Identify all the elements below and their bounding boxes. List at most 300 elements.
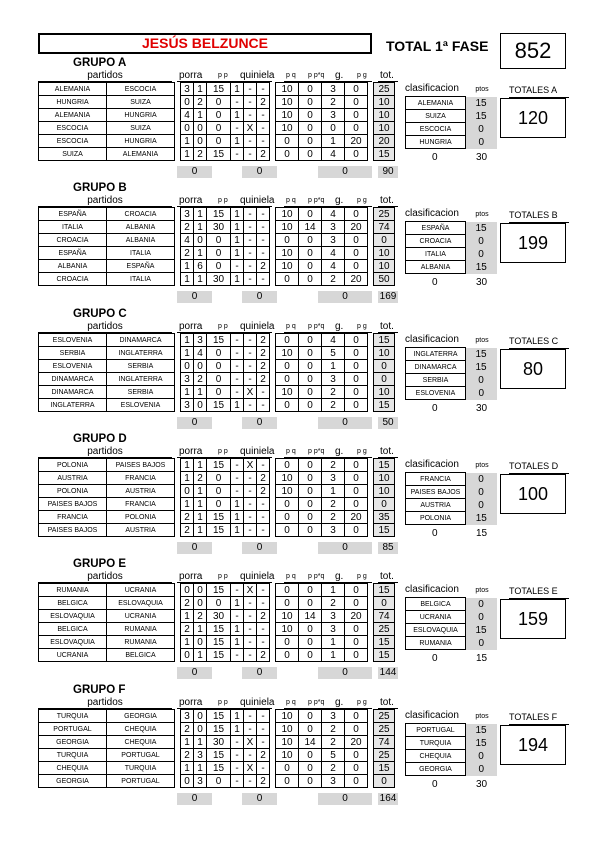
porra-home-cell: 0 (181, 360, 194, 373)
classification-foot-left: 0 (432, 528, 438, 539)
total-phase-label: TOTAL 1ª FASE (386, 38, 489, 54)
pg-cell: 20 (345, 736, 368, 749)
pq-cell: 10 (276, 386, 299, 399)
quiniela-x-cell: X (244, 386, 257, 399)
team-away-cell: ALEMANIA (107, 148, 175, 161)
porra-away-cell: 1 (194, 459, 207, 472)
pp-cell: 15 (207, 649, 231, 662)
team-away-cell: SERBIA (107, 386, 175, 399)
classified-team: FRANCIA (406, 473, 466, 486)
team-away-cell: AUSTRIA (107, 524, 175, 537)
classification-row (406, 750, 497, 763)
tot-header: tot. (380, 70, 394, 81)
pp-cell: 0 (207, 109, 231, 122)
group-f (0, 684, 595, 809)
ppq-cell: 0 (299, 399, 322, 412)
summary-cell: 0 (318, 417, 372, 429)
match-row (39, 347, 395, 360)
porra-away-cell: 1 (194, 524, 207, 537)
summary-cell: 0 (242, 667, 277, 679)
team-home-cell: GEORGIA (39, 736, 107, 749)
quiniela-x-cell: - (244, 135, 257, 148)
match-row (39, 399, 395, 412)
classified-points: 0 (466, 235, 497, 248)
quiniela-x-cell: - (244, 511, 257, 524)
goals-cell: 1 (322, 135, 345, 148)
classification-row (406, 724, 497, 737)
match-row (39, 234, 395, 247)
ppq-cell: 0 (299, 96, 322, 109)
team-home-cell: RUMANIA (39, 584, 107, 597)
match-row (39, 498, 395, 511)
quiniela-1-cell: - (231, 775, 244, 788)
porra-home-cell: 1 (181, 386, 194, 399)
team-home-cell: INGLATERRA (39, 399, 107, 412)
quiniela-1-cell: 1 (231, 723, 244, 736)
tot-cell: 0 (374, 373, 395, 386)
team-away-cell: ESPAÑA (107, 260, 175, 273)
clasificacion-header: clasificacion (405, 334, 459, 345)
summary-row (0, 166, 595, 178)
porra-home-cell: 3 (181, 83, 194, 96)
ppq-cell: 0 (299, 597, 322, 610)
classification-table (405, 472, 497, 525)
tot-cell: 25 (374, 623, 395, 636)
group-totals-label: TOTALES E (509, 586, 558, 596)
classification-foot-left: 0 (432, 403, 438, 414)
classification-table (405, 96, 497, 149)
tot-cell: 10 (374, 122, 395, 135)
classification-foot-left: 0 (432, 653, 438, 664)
porra-away-cell: 3 (194, 775, 207, 788)
porra-away-cell: 2 (194, 610, 207, 623)
classified-team: PORTUGAL (406, 724, 466, 737)
goals-cell: 3 (322, 775, 345, 788)
quiniela-2-cell: 2 (257, 485, 270, 498)
match-row (39, 736, 395, 749)
summary-row (0, 793, 595, 805)
team-away-cell: ESLOVAQUIA (107, 597, 175, 610)
team-away-cell: UCRANIA (107, 584, 175, 597)
quiniela-1-cell: - (231, 762, 244, 775)
porra-away-cell: 1 (194, 109, 207, 122)
pg-cell: 20 (345, 610, 368, 623)
quiniela-2-cell: - (257, 221, 270, 234)
pp-cell: 15 (207, 399, 231, 412)
classified-points: 15 (466, 361, 497, 374)
ppq-cell: 0 (299, 775, 322, 788)
team-away-cell: SERBIA (107, 360, 175, 373)
pq-cell: 10 (276, 260, 299, 273)
quiniela-x-cell: X (244, 762, 257, 775)
porra-home-cell: 2 (181, 749, 194, 762)
match-row (39, 273, 395, 286)
classified-points: 15 (466, 261, 497, 274)
quiniela-1-cell: 1 (231, 247, 244, 260)
pp-cell: 15 (207, 762, 231, 775)
pp-cell: 0 (207, 485, 231, 498)
clasificacion-header: clasificacion (405, 710, 459, 721)
tot-cell: 10 (374, 472, 395, 485)
pp-header: p p (218, 699, 228, 706)
group-totals-label: TOTALES D (509, 461, 559, 471)
pg-cell: 0 (345, 649, 368, 662)
team-home-cell: HUNGRIA (39, 96, 107, 109)
porra-away-cell: 1 (194, 736, 207, 749)
ppq-cell: 14 (299, 736, 322, 749)
tot-cell: 15 (374, 649, 395, 662)
porra-away-cell: 0 (194, 723, 207, 736)
team-home-cell: PAISES BAJOS (39, 524, 107, 537)
goals-cell: 3 (322, 221, 345, 234)
team-home-cell: ESLOVENIA (39, 334, 107, 347)
team-home-cell: BELGICA (39, 623, 107, 636)
quiniela-1-cell: 1 (231, 399, 244, 412)
quiniela-1-cell: - (231, 749, 244, 762)
quiniela-header: quiniela (240, 195, 275, 206)
porra-header: porra (179, 571, 203, 582)
quiniela-header: quiniela (240, 571, 275, 582)
pg-cell: 0 (345, 208, 368, 221)
quiniela-x-cell: - (244, 260, 257, 273)
team-home-cell: POLONIA (39, 485, 107, 498)
pq-cell: 0 (276, 334, 299, 347)
team-away-cell: RUMANIA (107, 636, 175, 649)
group-totals-value: 199 (500, 223, 566, 263)
team-away-cell: ITALIA (107, 273, 175, 286)
porra-header: porra (179, 195, 203, 206)
pq-cell: 10 (276, 736, 299, 749)
classification-row (406, 637, 497, 650)
pp-header: p p (218, 573, 228, 580)
team-away-cell: HUNGRIA (107, 135, 175, 148)
porra-away-cell: 1 (194, 623, 207, 636)
summary-cell: 144 (379, 667, 397, 678)
classification-footer (405, 779, 497, 791)
team-home-cell: PAISES BAJOS (39, 498, 107, 511)
quiniela-x-cell: - (244, 96, 257, 109)
ppq-cell: 0 (299, 524, 322, 537)
match-row (39, 710, 395, 723)
pq-cell: 10 (276, 83, 299, 96)
quiniela-x-cell: X (244, 584, 257, 597)
summary-cell: 85 (378, 542, 398, 554)
pg-cell: 0 (345, 498, 368, 511)
summary-row (0, 417, 595, 429)
tot-cell: 74 (374, 610, 395, 623)
pq-cell: 10 (276, 710, 299, 723)
team-away-cell: CROACIA (107, 208, 175, 221)
summary-cell: 0 (242, 417, 277, 429)
porra-home-cell: 2 (181, 511, 194, 524)
porra-away-cell: 1 (194, 386, 207, 399)
pg-cell: 0 (345, 83, 368, 96)
group-title: GRUPO D (73, 433, 127, 445)
pq-cell: 0 (276, 459, 299, 472)
classification-foot-points: 30 (476, 403, 488, 414)
match-row (39, 597, 395, 610)
quiniela-2-cell: - (257, 386, 270, 399)
ppq-cell: 0 (299, 511, 322, 524)
summary-cell: 0 (318, 291, 372, 303)
team-away-cell: INGLATERRA (107, 347, 175, 360)
quiniela-1-cell: - (231, 373, 244, 386)
porra-home-cell: 1 (181, 135, 194, 148)
tot-cell: 25 (374, 749, 395, 762)
goals-cell: 2 (322, 273, 345, 286)
tot-cell: 35 (374, 511, 395, 524)
goals-cell: 3 (322, 234, 345, 247)
summary-cell: 0 (242, 166, 277, 178)
quiniela-1-cell: - (231, 459, 244, 472)
pq-cell: 10 (276, 485, 299, 498)
pg-cell: 0 (345, 122, 368, 135)
classification-foot-points: 15 (476, 528, 488, 539)
quiniela-2-cell: - (257, 208, 270, 221)
team-home-cell: ESLOVAQUIA (39, 636, 107, 649)
summary-cell: 0 (177, 667, 212, 679)
group-totals-label: TOTALES A (509, 85, 558, 95)
classification-row (406, 374, 497, 387)
pq-cell: 0 (276, 597, 299, 610)
team-home-cell: ALEMANIA (39, 109, 107, 122)
match-row (39, 148, 395, 161)
quiniela-2-cell: 2 (257, 96, 270, 109)
classification-foot-points: 15 (476, 653, 488, 664)
team-home-cell: ESCOCIA (39, 122, 107, 135)
pq-cell: 0 (276, 524, 299, 537)
match-row (39, 524, 395, 537)
team-away-cell: CHEQUIA (107, 736, 175, 749)
pq-header: p q (286, 573, 296, 580)
match-row (39, 96, 395, 109)
pq-header: p q (286, 72, 296, 79)
classification-footer (405, 528, 497, 540)
pp-cell: 15 (207, 623, 231, 636)
match-row (39, 584, 395, 597)
classification-row (406, 486, 497, 499)
matches-table (38, 583, 395, 662)
quiniela-2-cell: 2 (257, 347, 270, 360)
porra-home-cell: 1 (181, 610, 194, 623)
pg-cell: 0 (345, 96, 368, 109)
quiniela-1-cell: 1 (231, 623, 244, 636)
classified-team: ALEMANIA (406, 97, 466, 110)
ppq-cell: 0 (299, 373, 322, 386)
tot-cell: 15 (374, 762, 395, 775)
porra-home-cell: 2 (181, 221, 194, 234)
quiniela-2-cell: - (257, 736, 270, 749)
goals-cell: 3 (322, 610, 345, 623)
tot-header: tot. (380, 571, 394, 582)
quiniela-2-cell: - (257, 597, 270, 610)
quiniela-x-cell: - (244, 221, 257, 234)
classified-team: RUMANIA (406, 637, 466, 650)
ppq-cell: 0 (299, 360, 322, 373)
g-header: g. (335, 697, 344, 708)
team-away-cell: TURQUIA (107, 762, 175, 775)
team-away-cell: UCRANIA (107, 610, 175, 623)
team-away-cell: AUSTRIA (107, 485, 175, 498)
clasificacion-header: clasificacion (405, 459, 459, 470)
pg-header: p g (357, 699, 367, 706)
classified-points: 0 (466, 611, 497, 624)
classified-points: 0 (466, 136, 497, 149)
match-row (39, 109, 395, 122)
tot-cell: 25 (374, 83, 395, 96)
partidos-header: partidos (87, 571, 123, 582)
classified-team: UCRANIA (406, 611, 466, 624)
porra-away-cell: 1 (194, 208, 207, 221)
match-row (39, 360, 395, 373)
tot-cell: 15 (374, 584, 395, 597)
goals-cell: 4 (322, 148, 345, 161)
quiniela-2-cell: - (257, 623, 270, 636)
pg-cell: 0 (345, 623, 368, 636)
ppq-cell: 0 (299, 334, 322, 347)
porra-away-cell: 2 (194, 472, 207, 485)
match-row (39, 247, 395, 260)
summary-cell: 0 (318, 793, 372, 805)
pq-cell: 0 (276, 498, 299, 511)
goals-cell: 3 (322, 710, 345, 723)
classification-foot-points: 30 (476, 779, 488, 790)
pq-cell: 0 (276, 135, 299, 148)
porra-header: porra (179, 321, 203, 332)
pq-cell: 10 (276, 122, 299, 135)
quiniela-x-cell: - (244, 148, 257, 161)
match-row (39, 762, 395, 775)
quiniela-2-cell: - (257, 723, 270, 736)
porra-home-cell: 0 (181, 122, 194, 135)
team-home-cell: SERBIA (39, 347, 107, 360)
goals-cell: 4 (322, 260, 345, 273)
group-totals-label: TOTALES C (509, 336, 559, 346)
porra-home-cell: 1 (181, 347, 194, 360)
ppq-header: p p*q (308, 573, 325, 580)
pg-cell: 0 (345, 472, 368, 485)
classified-points: 15 (466, 110, 497, 123)
goals-cell: 1 (322, 636, 345, 649)
pg-header: p g (357, 448, 367, 455)
classified-points: 15 (466, 512, 497, 525)
quiniela-2-cell: 2 (257, 749, 270, 762)
summary-row (0, 667, 595, 679)
pg-cell: 0 (345, 347, 368, 360)
team-home-cell: SUIZA (39, 148, 107, 161)
classified-points: 0 (466, 374, 497, 387)
porra-away-cell: 4 (194, 347, 207, 360)
porra-home-cell: 1 (181, 459, 194, 472)
classification-foot-left: 0 (432, 277, 438, 288)
ppq-cell: 0 (299, 649, 322, 662)
team-home-cell: ALBANIA (39, 260, 107, 273)
pp-cell: 30 (207, 221, 231, 234)
pp-cell: 0 (207, 386, 231, 399)
pq-cell: 10 (276, 109, 299, 122)
porra-away-cell: 2 (194, 373, 207, 386)
goals-cell: 1 (322, 360, 345, 373)
porra-home-cell: 1 (181, 273, 194, 286)
pp-cell: 0 (207, 347, 231, 360)
tot-cell: 15 (374, 148, 395, 161)
porra-header: porra (179, 446, 203, 457)
quiniela-x-cell: - (244, 485, 257, 498)
porra-home-cell: 4 (181, 109, 194, 122)
g-header: g. (335, 195, 344, 206)
tot-cell: 0 (374, 234, 395, 247)
porra-away-cell: 1 (194, 511, 207, 524)
classified-points: 0 (466, 637, 497, 650)
summary-cell: 0 (318, 667, 372, 679)
classified-points: 15 (466, 737, 497, 750)
classified-points: 15 (466, 97, 497, 110)
classified-points: 0 (466, 750, 497, 763)
porra-home-cell: 1 (181, 736, 194, 749)
tot-cell: 25 (374, 208, 395, 221)
pp-cell: 30 (207, 610, 231, 623)
classified-team: ESPAÑA (406, 222, 466, 235)
classification-table (405, 723, 497, 776)
pq-cell: 0 (276, 649, 299, 662)
goals-cell: 2 (322, 723, 345, 736)
pg-cell: 0 (345, 360, 368, 373)
classification-row (406, 248, 497, 261)
classification-row (406, 598, 497, 611)
quiniela-x-cell: - (244, 247, 257, 260)
porra-away-cell: 0 (194, 234, 207, 247)
match-row (39, 459, 395, 472)
classified-team: ESCOCIA (406, 123, 466, 136)
classification-row (406, 611, 497, 624)
team-away-cell: PORTUGAL (107, 749, 175, 762)
team-away-cell: RUMANIA (107, 623, 175, 636)
match-row (39, 122, 395, 135)
ppq-cell: 0 (299, 386, 322, 399)
matches-table (38, 82, 395, 161)
summary-cell: 0 (177, 166, 212, 178)
ppq-cell: 0 (299, 208, 322, 221)
clasificacion-header: clasificacion (405, 584, 459, 595)
classification-table (405, 597, 497, 650)
ppq-cell: 0 (299, 109, 322, 122)
porra-away-cell: 0 (194, 122, 207, 135)
classification-row (406, 737, 497, 750)
classified-team: PAISES BAJOS (406, 486, 466, 499)
classification-foot-points: 30 (476, 277, 488, 288)
team-home-cell: ESLOVAQUIA (39, 610, 107, 623)
classification-row (406, 97, 497, 110)
quiniela-x-cell: - (244, 373, 257, 386)
ppq-cell: 14 (299, 610, 322, 623)
goals-cell: 4 (322, 334, 345, 347)
ppq-cell: 0 (299, 234, 322, 247)
porra-home-cell: 0 (181, 96, 194, 109)
quiniela-2-cell: - (257, 710, 270, 723)
goals-cell: 2 (322, 736, 345, 749)
pg-cell: 20 (345, 135, 368, 148)
tot-header: tot. (380, 195, 394, 206)
porra-away-cell: 1 (194, 247, 207, 260)
ppq-cell: 0 (299, 247, 322, 260)
summary-cell: 0 (177, 417, 212, 429)
summary-cell: 90 (378, 166, 398, 178)
quiniela-1-cell: - (231, 96, 244, 109)
match-row (39, 610, 395, 623)
porra-home-cell: 0 (181, 775, 194, 788)
pp-header: p p (218, 323, 228, 330)
ptos-header: ptos (475, 337, 489, 344)
